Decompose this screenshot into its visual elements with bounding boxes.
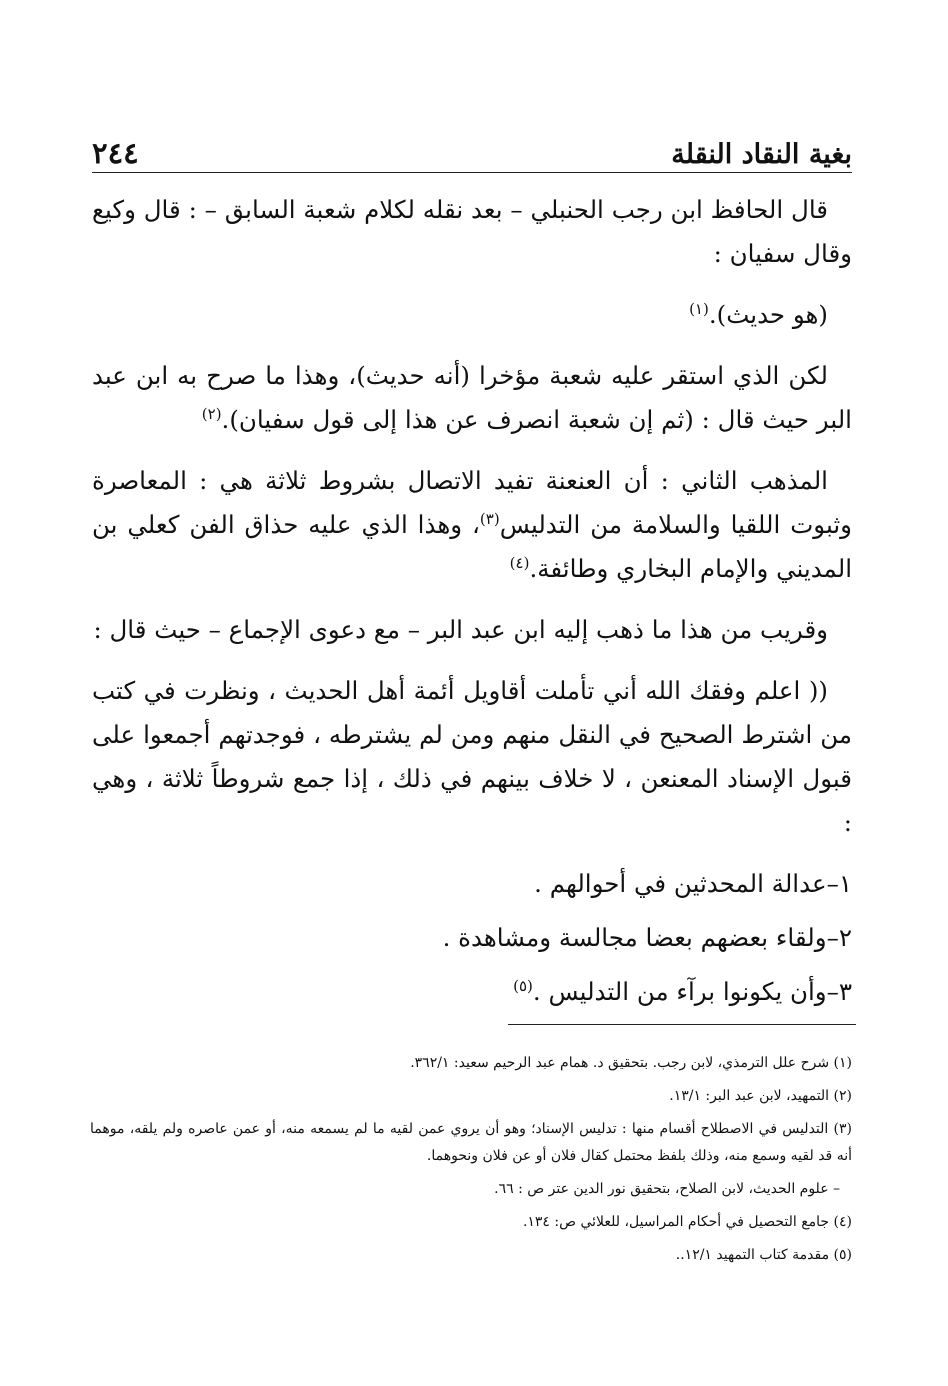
header-divider [92,172,852,173]
paragraph-hadith-quote [92,293,828,337]
footnote-ref-3: (٣) [479,509,500,528]
page-number: ٢٤٤ [92,136,139,170]
paragraph-second-school [92,459,852,591]
condition-item-3 [92,970,852,1014]
footnote-3: (٣) التدليس في الاصطلاح أقسام منها : تدليس الإسناد؛ وهو أن يروي عمن لقيه ما لم يسمعه منه، أو عمن عاصره ولم يلقه، موهما أنه قد لقيه وسمع منه، وذلك بلفظ محتمل كقال فلان أو عن فلان ونحوهما. [90,1121,852,1164]
footnote-3-sub: – علوم الحديث، لابن الصلاح، بتحقيق نور الدين عتر ص : ٦٦. [494,1181,840,1197]
footnote-1: (١) شرح علل الترمذي، لابن رجب. بتحقيق د. همام عبد الرحيم سعيد: ٣٦٢/١. [410,1055,852,1071]
second-school-text-b: ، وهذا الذي عليه حذاق الفن كعلي بن المديني والإمام البخاري وطائفة. [92,510,852,583]
footnote-ref-1: (١) [689,299,709,318]
paragraph-shuba [92,354,852,442]
paragraph-ibn-rajab: قال الحافظ ابن رجب الحنبلي – بعد نقله لكلام شعبة السابق – : قال وكيع وقال سفيان : [92,195,852,268]
second-school-text-a: المذهب الثاني : أن العنعنة تفيد الاتصال بشروط ثلاثة هي : المعاصرة وثبوت اللقيا والسلامة من التدليس [92,466,852,539]
footnotes [90,1050,852,1275]
footnote-ref-2: (٢) [201,404,222,423]
footnote-2: (٢) التمهيد، لابن عبد البر: ١٣/١. [669,1088,852,1104]
page-header [92,110,852,170]
running-title: بغية النقاد النقلة [671,139,852,170]
paragraph-shuba-text: لكن الذي استقر عليه شعبة مؤخرا (أنه حديث)، وهذا ما صرح به ابن عبد البر حيث قال : (ثم إن شعبة انصرف عن هذا إلى قول سفيان). [92,361,852,434]
paragraph-long-quote: (( اعلم وفقك الله أني تأملت أقاويل أئمة أهل الحديث ، ونظرت في كتب من اشترط الصحيح في النقل منهم ومن لم يشترطه ، فوجدتهم أجمعوا على قبول الإسناد المعنعن ، لا خلاف بينهم في ذلك ، إذا جمع شروطاً ثلاثة ، وهي : [92,676,852,837]
quote-text: (هو حديث). [708,300,828,329]
footnote-4: (٤) جامع التحصيل في أحكام المراسيل، للعلائي ص: ١٣٤. [522,1214,852,1230]
main-text [92,188,852,1024]
paragraph-ibn-abd-al-barr: وقريب من هذا ما ذهب إليه ابن عبد البر – مع دعوى الإجماع – حيث قال : [93,615,828,644]
condition-item-1: ١–عدالة المحدثين في أحوالهم . [534,869,852,898]
footnote-divider [508,1024,856,1025]
footnote-ref-4: (٤) [509,553,530,572]
condition-item-3-text: ٣–وأن يكونوا برآء من التدليس . [532,977,852,1006]
footnote-ref-5: (٥) [513,976,533,995]
condition-item-2: ٢–ولقاء بعضهم بعضا مجالسة ومشاهدة . [442,923,852,952]
footnote-5: (٥) مقدمة كتاب التمهيد ١٢/١.. [675,1247,852,1263]
